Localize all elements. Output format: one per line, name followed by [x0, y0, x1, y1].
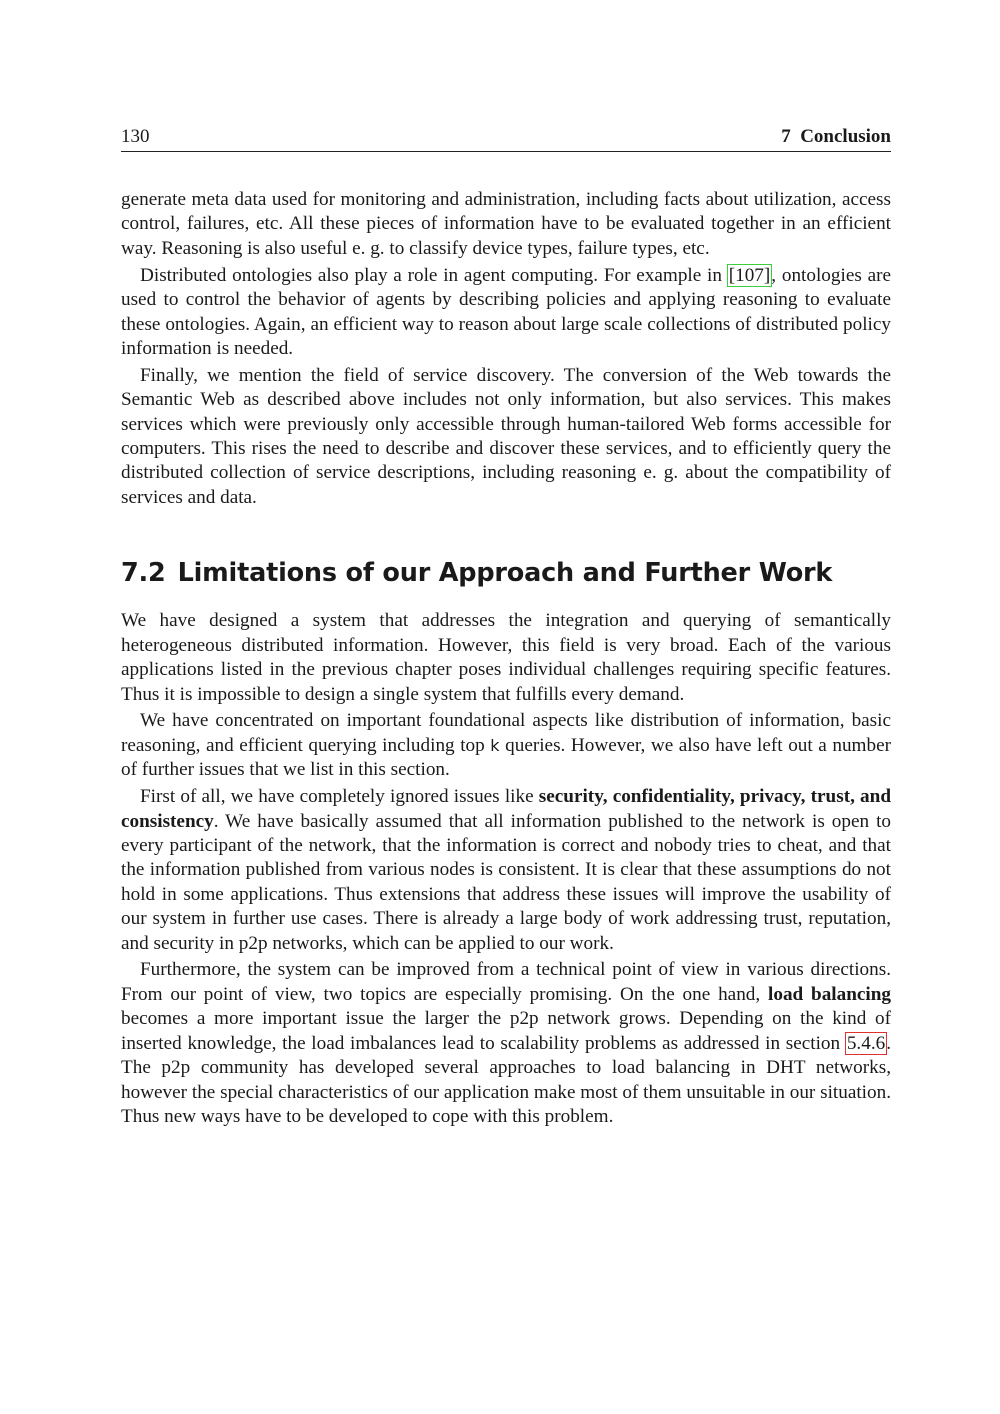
paragraph-agent-computing — [121, 264, 891, 362]
section-heading — [121, 557, 891, 589]
paragraph-text: First of all, we have completely ignored issues like — [140, 786, 539, 808]
paragraph-text: becomes a more important issue the larger the p2p network grows. Depending on the kind of inserted knowledge, the load imbalances lead to scalability problems as addressed in section — [121, 1008, 891, 1054]
running-header — [121, 124, 891, 152]
paragraph-text: . The p2p community has developed several approaches to load balancing in DHT networks, however the special characteristics of our application make most of them unsuitable in our situation. Thus new ways have to be developed to cope with this problem. — [121, 1032, 891, 1127]
paragraph-text: generate meta data used for monitoring and administration, including facts about utilization, access control, failures, etc. All these pieces of information have to be evaluated together in an efficient way. Reasoning is also useful e. g. to classify device types, failure types, etc. — [121, 189, 891, 259]
math-k: k — [490, 735, 500, 755]
paragraph-security-issues — [121, 785, 891, 956]
paragraph-foundational-aspects — [121, 709, 891, 782]
paragraph-text: Furthermore, the system can be improved from a technical point of view in various directions. From our point of view, two topics are especially promising. On the one hand, — [121, 959, 891, 1005]
paragraph-text: Distributed ontologies also play a role in agent computing. For example in — [140, 264, 728, 286]
section-number: 7.2 — [121, 558, 166, 589]
bold-term-security: security, confidentiality, privacy, trust, and consistency — [121, 786, 891, 832]
paragraph-text: Finally, we mention the field of service discovery. The conversion of the Web towards the Semantic Web as described above includes not only information, but also services. This makes services which were previously only accessible through human-tailored Web forms accessible for computers. This rises the need to describe and discover these services, and to efficiently query the distributed collection of service descriptions, including reasoning e. g. about the compatibility of services and data. — [121, 364, 891, 508]
bold-term-load-balancing: load balancing — [768, 983, 892, 1005]
section-link-5-4-6[interactable]: 5.4.6 — [846, 1032, 886, 1054]
paragraph-text: . We have basically assumed that all information published to the network is open to every participant of the network, that the information is correct and nobody tries to cheat, and that the information published from various nodes is consistent. It is clear that these assumptions do not hold in some applications. Thus extensions that address these issues will improve the usability of our system in further use cases. There is already a large body of work addressing trust, reputation, and security in p2p networks, which can be applied to our work. — [121, 810, 891, 954]
paragraph-service-discovery — [121, 364, 891, 510]
paragraph-system-design — [121, 609, 891, 707]
paragraph-text: , ontologies are used to control the behavior of agents by describing policies and applying reasoning to evaluate these ontologies. Again, an efficient way to reason about large scale collections of distributed policy information is needed. — [121, 264, 892, 359]
paragraph-text: We have concentrated on important foundational aspects like distribution of information, basic reasoning, and efficient querying including top — [121, 710, 891, 756]
page-number: 130 — [121, 126, 150, 147]
section-title: Limitations of our Approach and Further Work — [177, 558, 833, 589]
paragraph-meta-data — [121, 188, 891, 261]
body-text — [121, 188, 891, 1129]
paragraph-load-balancing — [121, 958, 891, 1129]
page — [121, 124, 891, 1132]
paragraph-text: queries. However, we also have left out a number of further issues that we list in this section. — [121, 734, 891, 781]
chapter-title: 7 Conclusion — [781, 126, 891, 147]
paragraph-text: We have designed a system that addresses the integration and querying of semantically heterogeneous distributed information. However, this field is very broad. Each of the various applications listed in the previous chapter poses individual challenges requiring specific features. Thus it is impossible to design a single system that fulfills every demand. — [121, 610, 891, 705]
citation-link-107[interactable]: [107] — [728, 264, 771, 286]
